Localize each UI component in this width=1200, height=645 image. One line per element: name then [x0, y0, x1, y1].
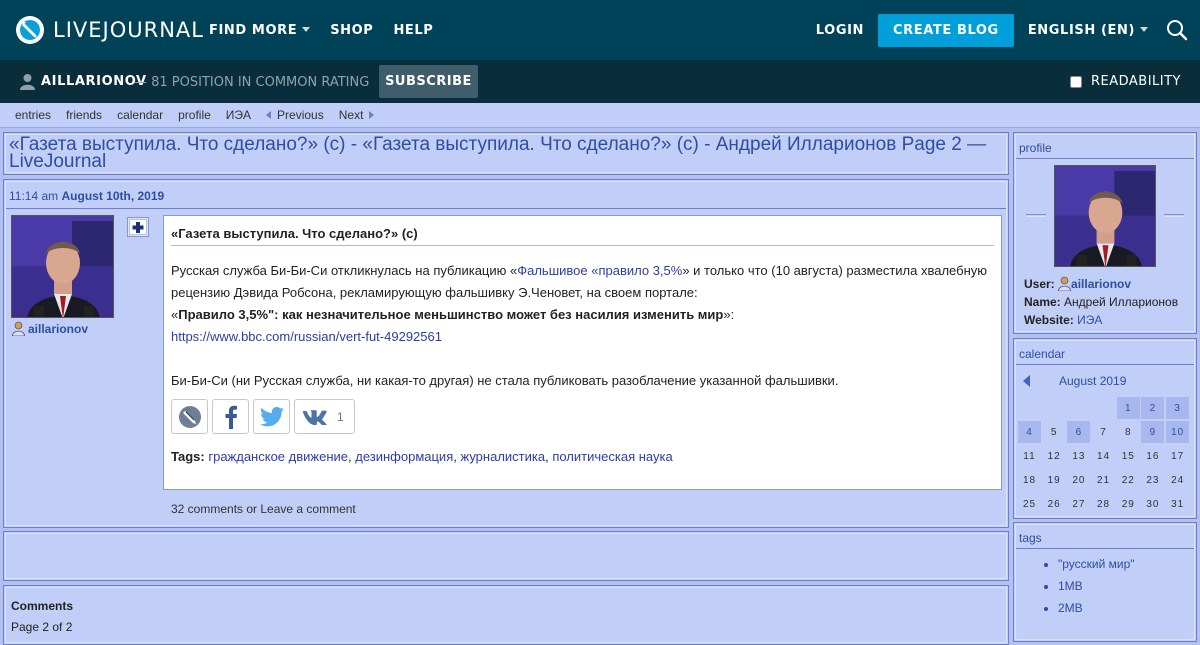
calendar-day: 14: [1097, 450, 1111, 462]
sidebar-tags: [1013, 522, 1197, 642]
profile-name-row: [1024, 293, 1178, 311]
calendar-day: 18: [1022, 474, 1037, 486]
journal-username[interactable]: AILLARIONOV: [41, 74, 147, 89]
user-icon: [1058, 276, 1071, 291]
profile-photo: [1055, 166, 1156, 267]
nav-shop[interactable]: SHOP: [330, 22, 374, 38]
chevron-down-icon: [302, 27, 310, 32]
readability-label: READABILITY: [1090, 74, 1181, 89]
language-label: ENGLISH (EN): [1027, 22, 1135, 38]
tag-list-item[interactable]: • 1MB: [1058, 575, 1135, 597]
create-blog-button[interactable]: CREATE BLOG: [878, 14, 1014, 47]
entry-paragraph: [171, 326, 994, 348]
comments-page-indicator: Page 2 of 2: [11, 620, 73, 634]
entry-subject: «Газета выступила. Что сделано?» (c): [171, 226, 994, 246]
sidebar-profile: [1013, 132, 1197, 334]
tag-list: [1040, 553, 1135, 619]
calendar-day: 25: [1022, 498, 1037, 510]
calendar-day: 11: [1023, 450, 1036, 462]
calendar-day: 21: [1097, 474, 1111, 486]
profile-website-label: Website:: [1024, 313, 1074, 327]
calendar-day: 17: [1171, 450, 1185, 462]
header-actions: [816, 0, 1188, 60]
share-facebook-button[interactable]: [212, 399, 249, 434]
calendar-day[interactable]: 4: [1018, 421, 1041, 443]
calendar-day: 7: [1100, 426, 1107, 438]
profile-name-value: Андрей Илларионов: [1064, 295, 1179, 309]
comments-heading: Comments: [11, 599, 74, 613]
calendar-day[interactable]: 9: [1141, 421, 1164, 443]
journal-user-bar: [0, 60, 1200, 103]
logo-text: LIVEJOURNAL: [53, 18, 204, 42]
calendar-empty-cell: [1067, 397, 1090, 419]
profile-user-link[interactable]: aillarionov: [1071, 277, 1132, 291]
calendar-grid: [1018, 397, 1189, 515]
article-title: Правило 3,5%": как незначительное меньшинство может без насилия изменить мир: [178, 307, 724, 322]
calendar-day[interactable]: 3: [1166, 397, 1189, 419]
sidebar-calendar: [1013, 338, 1197, 519]
calendar-day: 5: [1050, 426, 1058, 438]
calendar-day: 12: [1047, 450, 1061, 462]
text-span: Русская служба Би-Би-Си откликнулась на публикацию «: [171, 263, 518, 278]
livejournal-share-icon: [178, 405, 202, 429]
nav-profile[interactable]: profile: [178, 108, 211, 122]
nav-previous-label: Previous: [277, 108, 324, 122]
divider: [1164, 214, 1184, 217]
calendar-day[interactable]: 1: [1117, 397, 1140, 419]
tag-list-item[interactable]: • 2MB: [1058, 597, 1135, 619]
tag-link[interactable]: дезинформация: [355, 449, 454, 464]
calendar-day: 27: [1072, 498, 1086, 510]
nav-iea[interactable]: ИЭА: [225, 108, 252, 122]
share-twitter-button[interactable]: [253, 399, 290, 434]
tag-link[interactable]: политическая наука: [552, 449, 673, 464]
sidebar-tags-title: tags: [1016, 525, 1194, 549]
entry-paragraph: Би-Би-Си (ни Русская служба, ни какая-то другая) не стала публиковать разоблачение указанной фальшивки.: [171, 373, 839, 388]
user-icon: [20, 73, 35, 90]
share-livejournal-button[interactable]: [171, 399, 208, 434]
calendar-day: 16: [1146, 450, 1160, 462]
readability-checkbox[interactable]: [1070, 76, 1082, 88]
profile-name-label: Name:: [1024, 295, 1061, 309]
livejournal-logo-icon: [15, 15, 45, 45]
share-buttons: [171, 399, 355, 434]
calendar-day: 26: [1047, 498, 1061, 510]
calendar-day: 8: [1124, 426, 1132, 438]
search-icon[interactable]: [1166, 19, 1188, 41]
calendar-prev-icon[interactable]: [1022, 375, 1032, 387]
calendar-empty-cell: [1018, 397, 1041, 419]
divider: [1026, 214, 1046, 217]
text-span: » и только что (10 августа) разместила хвалебную рецензию Дэвида Робсона, рекламирующую фальшивку Э.Ченовет, на своем портале:: [171, 263, 987, 300]
text-span: «: [171, 307, 179, 322]
leave-comment-link[interactable]: Leave a comment: [260, 502, 356, 516]
page-title: «Газета выступила. Что сделано?» (c) - «Газета выступила. Что сделано?» (c) - Андрей Илларионов Page 2 — LiveJournal: [9, 134, 987, 172]
language-selector[interactable]: [1028, 23, 1148, 38]
chevron-down-icon: [1140, 27, 1148, 32]
tag-link[interactable]: журналистика: [460, 449, 546, 464]
vk-share-count: 1: [337, 409, 344, 424]
vk-icon: [301, 409, 327, 425]
calendar-day: 19: [1047, 474, 1061, 486]
calendar-day: 24: [1171, 474, 1185, 486]
twitter-icon: [260, 407, 284, 427]
calendar-day: 31: [1171, 498, 1185, 510]
profile-user-row: [1024, 275, 1178, 293]
author-userpic[interactable]: [11, 215, 114, 318]
entry-spacer: [171, 348, 994, 370]
nav-previous[interactable]: [266, 108, 324, 122]
comments-count-link[interactable]: 32 comments: [171, 502, 244, 516]
entry-content: [163, 215, 1002, 490]
profile-user-label: User:: [1024, 277, 1055, 291]
entry-body: [171, 260, 994, 392]
nav-find-more-label: FIND MORE: [209, 22, 298, 38]
calendar-day[interactable]: 2: [1141, 397, 1164, 419]
or-text: or: [243, 502, 261, 516]
tags-label: Tags:: [171, 449, 205, 464]
profile-info: [1024, 275, 1178, 329]
facebook-icon: [224, 405, 238, 429]
nav-find-more[interactable]: [209, 23, 310, 38]
journal-nav: [0, 103, 1200, 128]
subscribe-button[interactable]: SUBSCRIBE: [379, 65, 478, 98]
author-name: aillarionov: [28, 321, 89, 336]
calendar-day: 22: [1121, 474, 1135, 486]
page-title-box: [3, 132, 1009, 175]
sidebar-calendar-title: calendar: [1016, 341, 1194, 365]
fake-rule-link[interactable]: Фальшивое «правило 3,5%: [517, 263, 683, 278]
calendar-day: 30: [1146, 498, 1160, 510]
entry-time: 11:14 am: [9, 189, 59, 203]
livejournal-logo[interactable]: [15, 15, 204, 45]
text-span: »:: [723, 307, 735, 322]
main-nav: [209, 0, 433, 60]
nav-next[interactable]: [339, 108, 375, 122]
expand-plus-icon[interactable]: [127, 217, 149, 237]
readability-toggle[interactable]: [1070, 74, 1181, 89]
entry-header: [6, 182, 1006, 209]
calendar-day: 23: [1146, 474, 1160, 486]
bbc-article-link[interactable]: https://www.bbc.com/russian/vert-fut-49292561: [171, 329, 442, 344]
empty-box: [3, 531, 1009, 581]
login-link[interactable]: LOGIN: [815, 22, 865, 38]
nav-next-label: Next: [338, 108, 364, 122]
calendar-day[interactable]: 10: [1166, 421, 1189, 443]
calendar-empty-cell: [1043, 397, 1066, 419]
calendar-day: 28: [1097, 498, 1111, 510]
tag-list-item[interactable]: • "русский мир": [1058, 553, 1135, 575]
tag-link[interactable]: гражданское движение: [208, 449, 348, 464]
profile-website-row: [1024, 311, 1178, 329]
sidebar-profile-title: profile: [1016, 135, 1194, 159]
arrow-left-icon: [266, 111, 271, 119]
calendar-day: 29: [1121, 498, 1135, 510]
calendar-month: August 2019: [1059, 374, 1127, 388]
comments-section: [3, 585, 1009, 645]
calendar-day: 15: [1121, 450, 1135, 462]
profile-website-link[interactable]: ИЭА: [1077, 313, 1103, 327]
calendar-empty-cell: [1092, 397, 1115, 419]
rating-text: — 81 POSITION IN COMMON RATING: [134, 75, 370, 90]
entry-paragraph: [171, 260, 994, 304]
profile-userpic[interactable]: [1054, 165, 1156, 267]
nav-friends[interactable]: friends: [66, 108, 103, 122]
nav-calendar[interactable]: calendar: [117, 108, 164, 122]
top-header: [0, 0, 1200, 60]
entry-comment-links: [171, 502, 356, 516]
calendar-day: 13: [1072, 450, 1086, 462]
share-vk-button[interactable]: [294, 399, 355, 434]
entry-date[interactable]: August 10th, 2019: [61, 189, 165, 203]
entry: [3, 179, 1009, 528]
author-link[interactable]: [12, 321, 88, 336]
nav-entries[interactable]: entries: [15, 108, 52, 122]
arrow-right-icon: [369, 111, 374, 119]
calendar-day: 20: [1072, 474, 1086, 486]
entry-paragraph: [171, 304, 994, 326]
nav-help[interactable]: HELP: [393, 22, 434, 38]
author-photo: [12, 216, 114, 318]
user-icon: [12, 321, 25, 336]
entry-tags: Tags: гражданское движение, дезинформация, журналистика, политическая наука: [171, 449, 673, 464]
calendar-day[interactable]: 6: [1067, 421, 1090, 443]
